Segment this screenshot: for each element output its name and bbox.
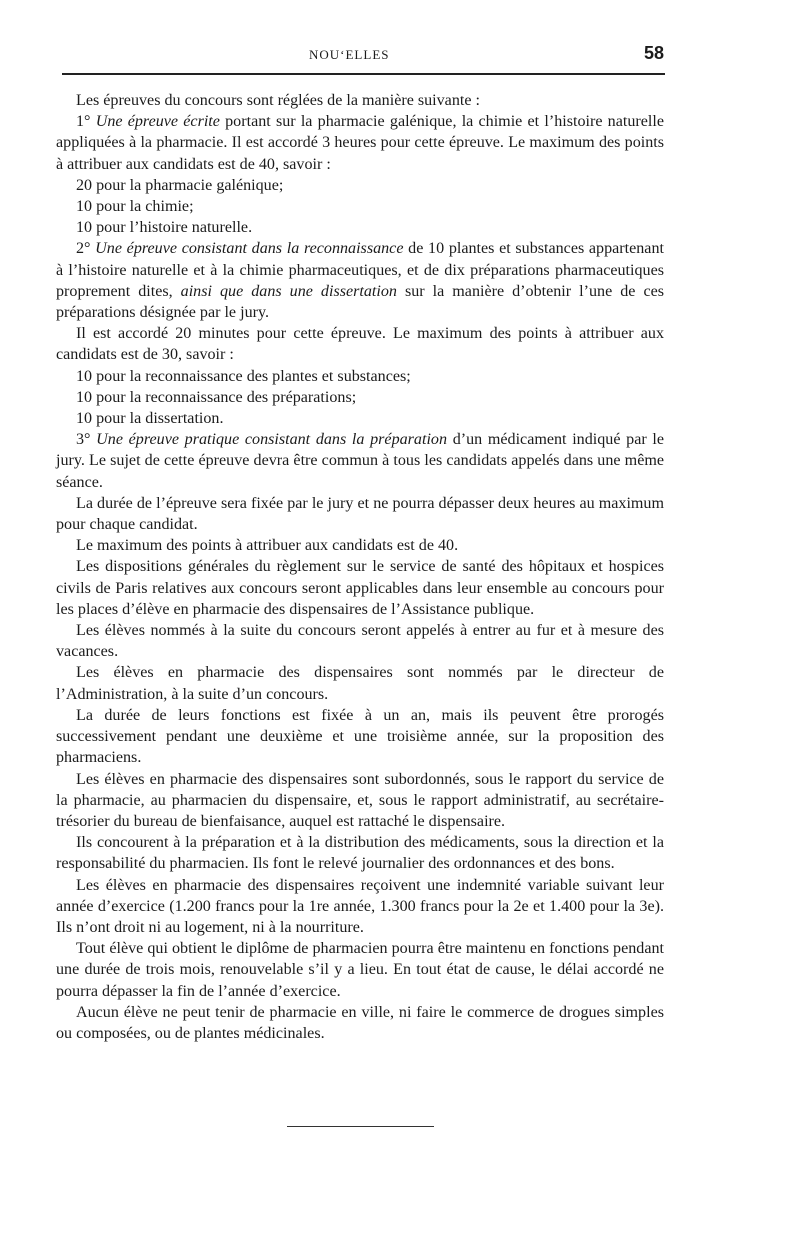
list-item: 10 pour la dissertation. [76, 410, 224, 428]
paragraph-text: sur la manière d’obtenir l’une de ces préparations désignée par le jury. [56, 282, 665, 322]
list-item: 20 pour la pharmacie galénique; [76, 176, 284, 194]
footer-divider [287, 1126, 434, 1127]
item-number: 3° [76, 431, 97, 449]
paragraph-written-exam [56, 111, 664, 175]
list-item: 10 pour la reconnaissance des plantes et substances; [76, 367, 411, 385]
paragraph: Les élèves en pharmacie des dispensaires sont nommés par le directeur de l’Administration, à la suite d’un concours. [56, 664, 664, 703]
paragraph-practical-exam [56, 429, 664, 493]
paragraph-text: de 10 plantes et substances appartenant à l’histoire naturelle et à la chimie pharmaceutiques, et de dix préparations pharmaceutiques proprement dites, [56, 240, 664, 300]
italic-phrase: Une épreuve pratique consistant dans la préparation [96, 431, 448, 449]
paragraph: Ils concourent à la préparation et à la distribution des médicaments, sous la direction et la responsabilité du pharmacien. Ils font le relevé journalier des ordonnances et des bons. [56, 834, 664, 873]
paragraph: La durée de l’épreuve sera fixée par le jury et ne pourra dépasser deux heures au maximum pour chaque candidat. [56, 494, 664, 534]
item-number: 1° [76, 113, 96, 131]
italic-phrase: ainsi que dans une dissertation [180, 282, 397, 300]
italic-phrase: Une épreuve consistant dans la reconnaissance [95, 240, 404, 258]
page-number: 58 [644, 43, 665, 63]
header-divider [62, 73, 665, 75]
paragraph: Les élèves nommés à la suite du concours seront appelés à entrer au fur et à mesure des vacances. [56, 622, 664, 661]
running-header: NOU‘ELLES [309, 47, 390, 62]
paragraph: Il est accordé 20 minutes pour cette épreuve. Le maximum des points à attribuer aux candidats est de 30, savoir : [56, 325, 664, 364]
italic-phrase: Une épreuve écrite [95, 113, 220, 131]
paragraph-text: d’un médicament indiqué par le jury. Le sujet de cette épreuve devra être commun à tous les candidats appelés dans une même séance. [56, 431, 664, 491]
paragraph-recognition-exam [56, 238, 664, 323]
list-item: 10 pour la reconnaissance des préparations; [76, 388, 357, 406]
paragraph-indemnity: Les élèves en pharmacie des dispensaires reçoivent une indemnité variable suivant leur année d’exercice (1.200 francs pour la 1re année, 1.300 francs pour la 2e et 1.400 pour la 3e). Ils n’ont droit ni au logement, ni à la nourriture. [56, 876, 664, 936]
paragraph: Tout élève qui obtient le diplôme de pharmacien pourra être maintenu en fonctions pendant une durée de trois mois, renouvelable s’il y a lieu. En tout état de cause, le délai accordé ne pourra dépasser la fin de l’année d’exercice. [56, 940, 664, 1000]
item-number: 2° [76, 240, 96, 258]
paragraph-text: portant sur la pharmacie galénique, la chimie et l’histoire naturelle appliquées à la pharmacie. Il est accordé 3 heures pour cette épreuve. Le maximum des points à attribuer aux candidats est de 40, savoir : [56, 113, 664, 173]
body-text [56, 90, 664, 1044]
paragraph: Les dispositions générales du règlement sur le service de santé des hôpitaux et hospices civils de Paris relatives aux concours seront applicables dans leur ensemble au concours pour les places d’élève en pharmacie des dispensaires de l’Assistance publique. [56, 558, 664, 618]
paragraph: Aucun élève ne peut tenir de pharmacie en ville, ni faire le commerce de drogues simples ou composées, ou de plantes médicinales. [56, 1003, 664, 1042]
list-item: 10 pour la chimie; [76, 198, 194, 216]
paragraph: La durée de leurs fonctions est fixée à un an, mais ils peuvent être prorogés successivement pendant une deuxième et une troisième année, sur la proposition des pharmaciens. [56, 706, 664, 767]
paragraph: Le maximum des points à attribuer aux candidats est de 40. [76, 537, 459, 555]
paragraph-intro: Les épreuves du concours sont réglées de la manière suivante : [76, 92, 480, 109]
list-item: 10 pour l’histoire naturelle. [76, 219, 253, 237]
paragraph: Les élèves en pharmacie des dispensaires sont subordonnés, sous le rapport du service de la pharmacie, au pharmacien du dispensaire, et, sous le rapport administratif, au secrétaire-trésorier du bureau de bienfaisance, auquel est rattaché le dispensaire. [56, 770, 664, 830]
